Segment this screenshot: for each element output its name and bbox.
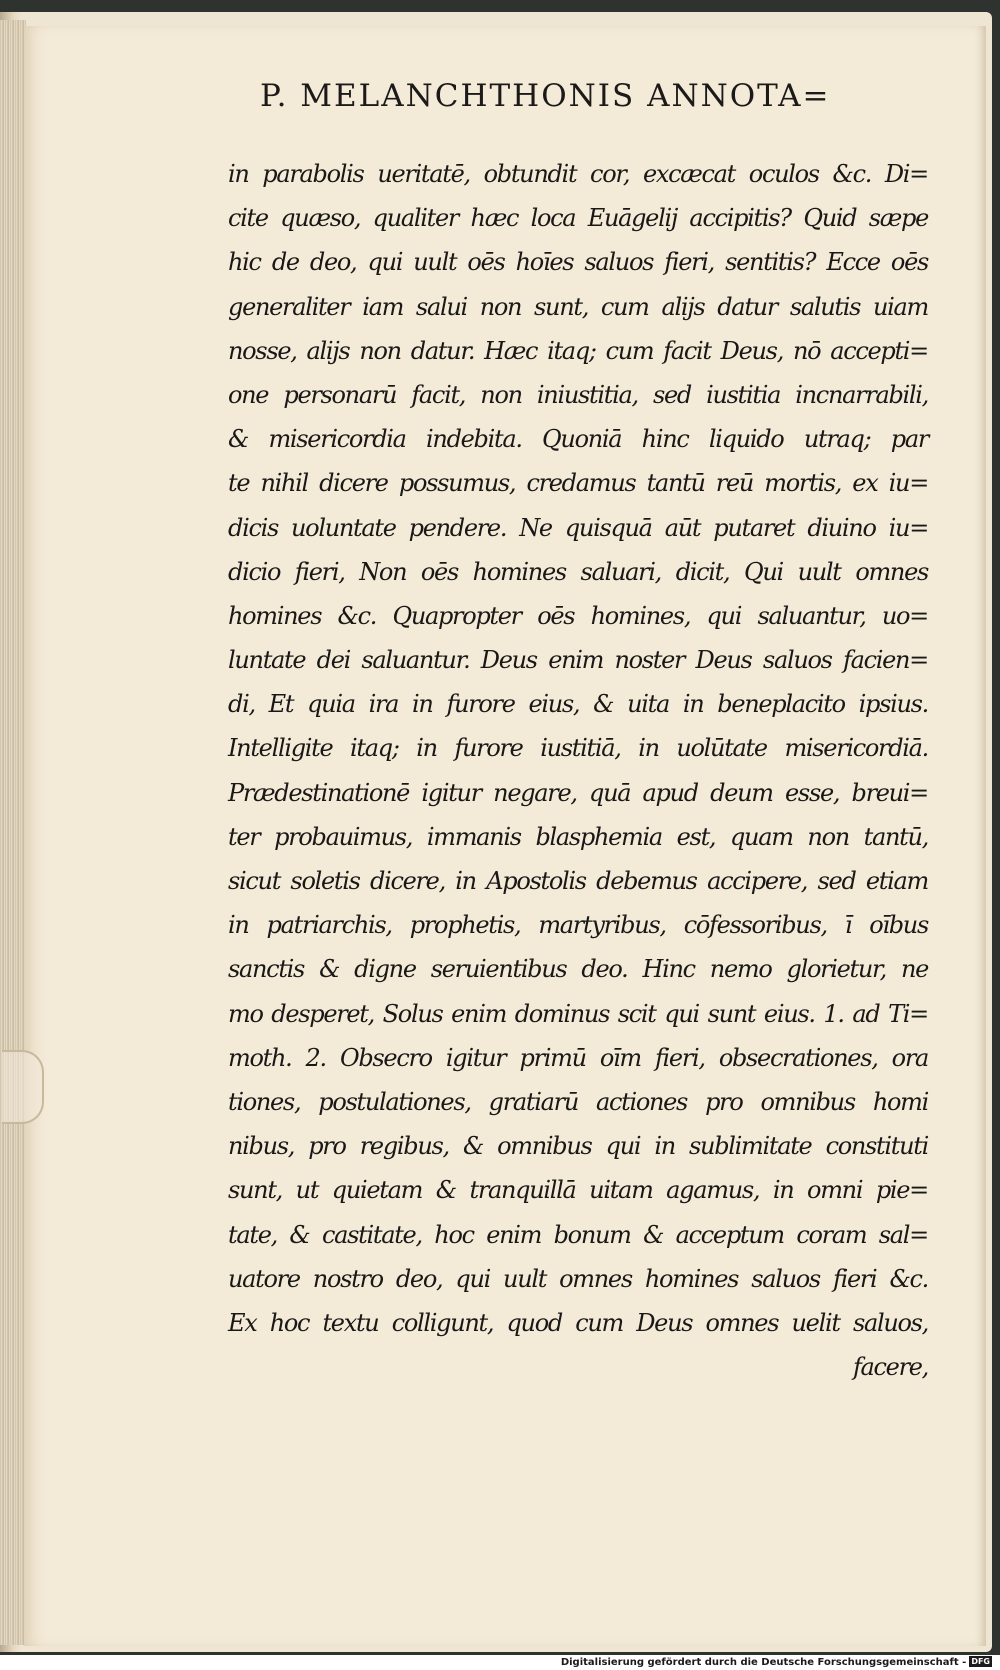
text-line-9: dicis uoluntate pendere. Ne quisquā aūt putaret diuino iu= — [228, 513, 928, 542]
catchword: facere, — [852, 1353, 928, 1382]
text-line-7: & misericordia indebita. Quoniā hinc liquido utraq; par — [228, 425, 928, 454]
text-line-19: sanctis & digne seruientibus deo. Hinc nemo glorietur, ne — [228, 955, 928, 984]
text-line-14: Intelligite itaq; in furore iustitiā, in uolūtate misericordiā. — [228, 734, 928, 763]
text-block — [228, 152, 928, 1389]
text-line-5: nosse, alijs non datur. Hæc itaq; cum facit Deus, nō accepti= — [228, 336, 928, 365]
page-tab-mark — [2, 1050, 44, 1124]
text-line-8: te nihil dicere possumus, credamus tantū reū mortis, ex iu= — [228, 469, 928, 498]
text-line-2: cite quæso, qualiter hæc loca Euāgelij accipitis? Quid sæpe — [228, 204, 928, 233]
text-line-12: luntate dei saluantur. Deus enim noster Deus saluos facien= — [228, 646, 928, 675]
text-line-23: nibus, pro regibus, & omnibus qui in sublimitate constituti — [228, 1132, 928, 1161]
credit-text: Digitalisierung gefördert durch die Deutsche Forschungsgemeinschaft - — [560, 1657, 967, 1668]
digitization-credit — [0, 1655, 992, 1670]
text-line-10: dicio fieri, Non oēs homines saluari, dicit, Qui uult omnes — [228, 557, 928, 586]
text-line-3: hic de deo, qui uult oēs hoīes saluos fieri, sentitis? Ecce oēs — [228, 248, 928, 277]
text-line-6: one personarū facit, non iniustitia, sed iustitia incnarrabili, — [228, 380, 928, 409]
text-line-1: in parabolis ueritatē, obtundit cor, excæcat oculos &c. Di= — [228, 160, 928, 188]
running-head: P. MELANCHTHONIS ANNOTA= — [260, 78, 831, 114]
text-line-26: uatore nostro deo, qui uult omnes homines saluos fieri &c. — [228, 1264, 928, 1293]
text-line-22: tiones, postulationes, gratiarū actiones pro omnibus homi — [228, 1087, 928, 1116]
text-line-20: mo desperet, Solus enim dominus scit qui sunt eius. 1. ad Ti= — [228, 999, 928, 1028]
dfg-logo: DFG — [971, 1657, 990, 1666]
text-line-25: tate, & castitate, hoc enim bonum & acceptum coram sal= — [228, 1220, 928, 1249]
text-line-4: generaliter iam salui non sunt, cum alijs datur salutis uiam — [228, 292, 928, 321]
text-line-17: sicut soletis dicere, in Apostolis debemus accipere, sed etiam — [228, 867, 928, 895]
text-line-21: moth. 2. Obsecro igitur primū oīm fieri, obsecrationes, ora — [228, 1043, 928, 1072]
text-line-27: Ex hoc textu colligunt, quod cum Deus omnes uelit saluos, — [228, 1308, 928, 1337]
text-line-11: homines &c. Quapropter oēs homines, qui saluantur, uo= — [228, 601, 928, 630]
text-line-18: in patriarchis, prophetis, martyribus, cōfessoribus, ī oībus — [228, 911, 928, 940]
text-line-13: di, Et quia ira in furore eius, & uita in beneplacito ipsius. — [228, 690, 928, 719]
text-line-16: ter probauimus, immanis blasphemia est, quam non tantū, — [228, 822, 928, 851]
text-line-15: Prædestinationē igitur negare, quā apud deum esse, breui= — [228, 778, 928, 807]
page-edges — [0, 20, 26, 1645]
text-line-24: sunt, ut quietam & tranquillā uitam agamus, in omni pie= — [228, 1176, 928, 1205]
